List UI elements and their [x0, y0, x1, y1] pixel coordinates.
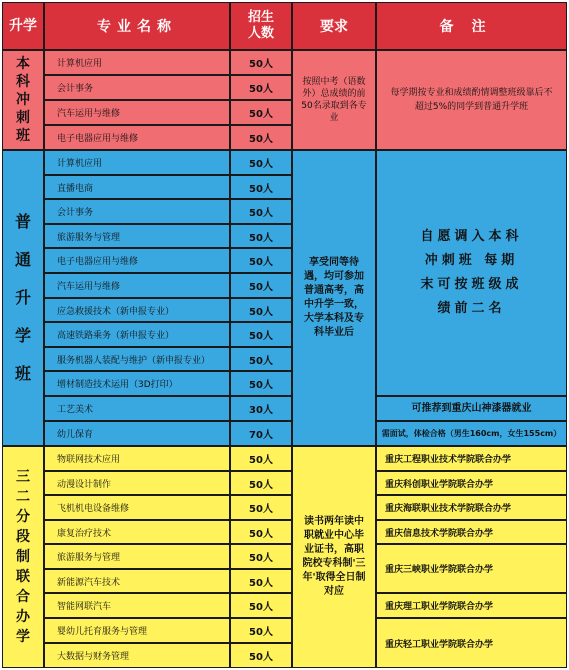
note-regular-employment: 可推荐到重庆山神漆器就业 — [376, 396, 567, 421]
quota-item: 50人 — [230, 150, 292, 175]
quota-item: 70人 — [230, 421, 292, 446]
major-item: 新能源汽车技术 — [44, 569, 230, 593]
quota-item: 50人 — [230, 273, 292, 298]
quota-item: 50人 — [230, 520, 292, 544]
major-item: 直播电商 — [44, 175, 230, 199]
college-partner: 重庆工程职业技术学院联合办学 — [376, 446, 567, 471]
major-item: 电子电器应用与维修 — [44, 248, 230, 273]
major-item: 旅游服务与管理 — [44, 544, 230, 569]
note-regular-transfer: 自愿调入本科冲刺班 每期末可按班级成绩前二名 — [376, 150, 567, 396]
major-item: 飞机机电设备维修 — [44, 495, 230, 520]
major-item: 服务机器人装配与维护（新申报专业） — [44, 347, 230, 371]
quota-item: 50人 — [230, 175, 292, 199]
quota-item: 50人 — [230, 125, 292, 150]
major-item: 高速铁路乘务（新申报专业） — [44, 322, 230, 347]
college-partner: 重庆三峡职业学院联合办学 — [376, 544, 567, 593]
major-item: 会计事务 — [44, 199, 230, 224]
quota-item: 50人 — [230, 75, 292, 100]
note-undergrad: 每学期按专业和成绩酌情调整班级靠后不超过5%的同学到普通升学班 — [376, 50, 567, 150]
quota-item: 50人 — [230, 371, 292, 396]
major-item: 电子电器应用与维修 — [44, 125, 230, 150]
quota-item: 50人 — [230, 298, 292, 322]
quota-item: 50人 — [230, 569, 292, 593]
requirement-regular: 享受同等待遇，均可参加普通高考，高中升学一致，大学本科及专科毕业后 — [292, 150, 376, 446]
quota-item: 50人 — [230, 248, 292, 273]
major-item: 物联网技术应用 — [44, 446, 230, 471]
major-item: 大数据与财务管理 — [44, 643, 230, 668]
requirement-undergrad: 按照中考（语数外）总成绩的前50名录取到各专业 — [292, 50, 376, 150]
college-partner: 重庆科创职业学院联合办学 — [376, 471, 567, 495]
quota-item: 50人 — [230, 224, 292, 248]
college-partner: 重庆信息技术学院联合办学 — [376, 520, 567, 544]
major-item: 汽车运用与维修 — [44, 100, 230, 125]
major-item: 动漫设计制作 — [44, 471, 230, 495]
note-regular-interview: 需面试，体检合格（男生160cm，女生155cm） — [376, 421, 567, 446]
major-item: 幼儿保育 — [44, 421, 230, 446]
quota-item: 50人 — [230, 471, 292, 495]
quota-item: 50人 — [230, 643, 292, 668]
quota-item: 50人 — [230, 322, 292, 347]
requirement-joint: 读书两年读中职就业中心毕业证书，高职院校专科制'三年'取得全日制对应 — [292, 446, 376, 668]
major-item: 汽车运用与维修 — [44, 273, 230, 298]
quota-item: 50人 — [230, 50, 292, 75]
quota-item: 50人 — [230, 347, 292, 371]
major-item: 应急救援技术（新申报专业） — [44, 298, 230, 322]
major-item: 旅游服务与管理 — [44, 224, 230, 248]
quota-item: 50人 — [230, 618, 292, 643]
header-count: 招生人数 — [230, 2, 292, 50]
major-item: 计算机应用 — [44, 50, 230, 75]
quota-item: 30人 — [230, 396, 292, 421]
section-joint-program: 三二分段制联合办学 — [2, 446, 44, 668]
quota-item: 50人 — [230, 593, 292, 618]
major-item: 会计事务 — [44, 75, 230, 100]
quota-item: 50人 — [230, 446, 292, 471]
college-partner: 重庆轻工职业学院联合办学 — [376, 618, 567, 668]
major-item: 智能网联汽车 — [44, 593, 230, 618]
header-note: 备注 — [376, 2, 567, 50]
major-item: 康复治疗技术 — [44, 520, 230, 544]
header-major: 专业名称 — [44, 2, 230, 50]
section-undergrad-sprint: 本科冲刺班 — [2, 50, 44, 150]
section-regular-advance: 普通升学班 — [2, 150, 44, 446]
major-item: 计算机应用 — [44, 150, 230, 175]
quota-item: 50人 — [230, 199, 292, 224]
college-partner: 重庆理工职业学院联合办学 — [376, 593, 567, 618]
major-item: 工艺美术 — [44, 396, 230, 421]
college-partner: 重庆海联职业技术学院联合办学 — [376, 495, 567, 520]
header-requirement: 要求 — [292, 2, 376, 50]
major-item: 婴幼儿托育服务与管理 — [44, 618, 230, 643]
quota-item: 50人 — [230, 100, 292, 125]
quota-item: 50人 — [230, 544, 292, 569]
quota-item: 50人 — [230, 495, 292, 520]
header-category: 升学 — [2, 2, 44, 50]
major-item: 增材制造技术运用（3D打印） — [44, 371, 230, 396]
